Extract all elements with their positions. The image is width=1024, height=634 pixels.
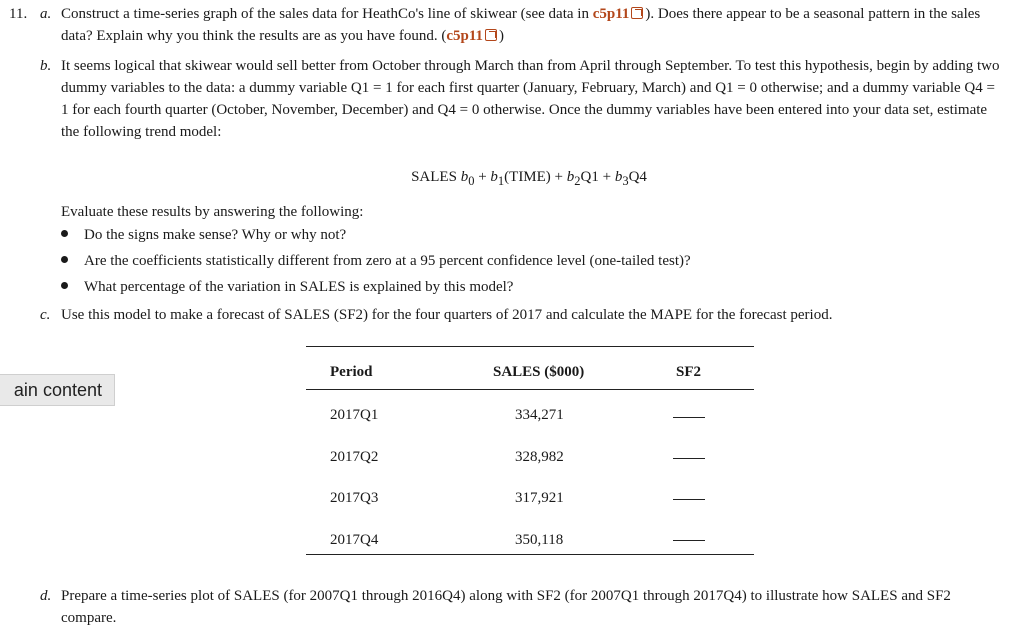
formula-term3: Q4 xyxy=(628,169,647,185)
formula-s3: 3 xyxy=(622,174,629,188)
question-number: 11. xyxy=(9,6,28,22)
part-d-text: Prepare a time-series plot of SALES (for 2007Q1 through 2016Q4) along with SF2 (for 2007Q1 through 2017Q4) to illustrate how SALES and SF2 compare. xyxy=(61,588,951,626)
part-b-label: b. xyxy=(40,58,52,74)
table-bottom-rule xyxy=(306,554,754,555)
header-sf2: SF2 xyxy=(676,364,702,380)
formula-lhs: SALES xyxy=(411,169,457,185)
c5p11-link-2[interactable]: c5p11 xyxy=(446,28,483,44)
part-d-label: d. xyxy=(40,588,52,604)
formula-term1: (TIME) + xyxy=(504,169,567,185)
formula-plus: + xyxy=(474,169,491,185)
part-a-text-3: ) xyxy=(499,28,504,44)
part-a-text-2: ). Does there appear to be a seasonal pattern in the sales data? Explain why you think the results are as you have found. ( xyxy=(61,6,981,44)
bullet-text: Do the signs make sense? Why or why not? xyxy=(84,227,347,243)
cell-sales: 328,982 xyxy=(515,449,564,465)
bullet-item xyxy=(61,224,346,246)
part-a-label: a. xyxy=(40,6,52,22)
cell-sales: 350,118 xyxy=(515,532,564,548)
cell-period: 2017Q3 xyxy=(330,490,379,506)
cell-sf2-blank xyxy=(673,458,705,459)
formula-s0: 0 xyxy=(468,174,475,188)
cell-period: 2017Q4 xyxy=(330,532,379,548)
external-link-icon[interactable] xyxy=(485,29,497,41)
part-c-text: Use this model to make a forecast of SALES (SF2) for the four quarters of 2017 and calculate the MAPE for the forecast period. xyxy=(61,307,833,323)
bullet-dot-icon xyxy=(61,230,68,237)
header-sales: SALES ($000) xyxy=(493,364,585,380)
bullet-text: Are the coefficients statistically different from zero at a 95 percent confidence level (one-tailed test)? xyxy=(84,253,691,269)
formula-b1: b xyxy=(490,169,498,185)
bullet-dot-icon xyxy=(61,282,68,289)
cell-period: 2017Q1 xyxy=(330,407,379,423)
formula-s1: 1 xyxy=(497,174,505,188)
cell-sf2-blank xyxy=(673,417,705,418)
cell-sales: 334,271 xyxy=(515,407,564,423)
formula-b2: b xyxy=(566,169,575,185)
part-a-text-1: Construct a time-series graph of the sales data for HeathCo's line of skiwear (see data in xyxy=(61,6,593,22)
cell-sf2-blank xyxy=(673,499,705,500)
bullet-item xyxy=(61,276,513,298)
part-c-label: c. xyxy=(40,307,51,323)
table-top-rule xyxy=(306,346,754,347)
cell-period: 2017Q2 xyxy=(330,449,379,465)
external-link-icon[interactable] xyxy=(631,7,643,19)
formula-b0: b xyxy=(460,169,469,185)
main-content-skip-link[interactable] xyxy=(0,374,115,406)
formula-b3: b xyxy=(614,169,623,185)
evaluate-instruction: Evaluate these results by answering the following: xyxy=(61,204,364,220)
cell-sf2-blank xyxy=(673,540,705,541)
formula-s2: 2 xyxy=(574,174,581,188)
trend-model-formula xyxy=(0,166,1024,192)
header-period: Period xyxy=(330,364,373,380)
bullet-item xyxy=(61,250,691,272)
main-content-label: ain content xyxy=(13,380,102,400)
part-b-text: It seems logical that skiwear would sell better from October through March than from April through September. To test this hypothesis, begin by adding two dummy variables to the data: a dummy variable Q1 = 1 for each first quarter (January, February, March) and Q1 = 0 otherwise; and a dummy variable Q4 = 1 for each fourth quarter (October, November, December) and Q4 = 0 otherwise. Once the dummy variables have been entered into your data set, estimate the following trend model: xyxy=(61,58,1000,140)
formula-term2: Q1 + xyxy=(580,169,615,185)
cell-sales: 317,921 xyxy=(515,490,564,506)
table-header-rule xyxy=(306,389,754,390)
bullet-text: What percentage of the variation in SALES is explained by this model? xyxy=(84,279,514,295)
c5p11-link[interactable]: c5p11 xyxy=(592,6,630,22)
part-a-text xyxy=(61,3,1006,47)
bullet-dot-icon xyxy=(61,256,68,263)
